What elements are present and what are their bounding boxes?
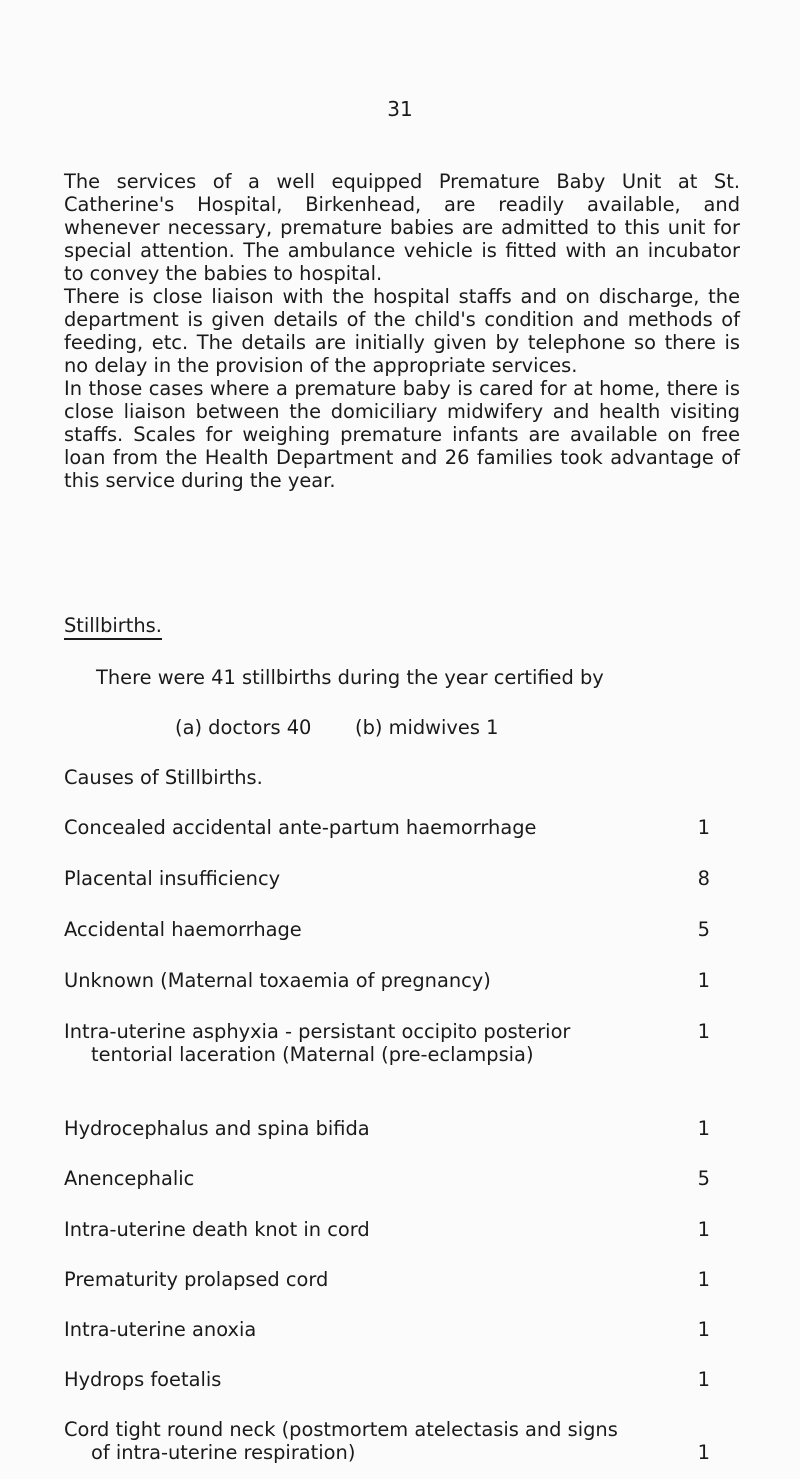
cause-label: Intra-uterine asphyxia - persistant occipito posterior tentorial laceration (Maternal (pre-eclampsia) xyxy=(64,1020,571,1066)
paragraph-text: There is close liaison with the hospital staffs and on discharge, the department is given details of the child's condition and methods of feeding, etc. The details are initially given by telephone so there is no delay in the provision of the appropriate services. xyxy=(64,285,740,377)
cause-count: 1 xyxy=(697,1117,710,1140)
cause-row xyxy=(64,1318,714,1341)
certified-midwives: (b) midwives 1 xyxy=(355,716,499,739)
stillbirths-intro: There were 41 stillbirths during the year certified by xyxy=(96,666,604,689)
cause-label: Hydrocephalus and spina bifida xyxy=(64,1117,370,1140)
cause-label: Hydrops foetalis xyxy=(64,1368,222,1391)
cause-label: Accidental haemorrhage xyxy=(64,918,302,941)
causes-title: Causes of Stillbirths. xyxy=(64,766,263,789)
stillbirths-heading xyxy=(64,614,162,637)
cause-count: 5 xyxy=(697,1167,710,1190)
paragraph-text: The services of a well equipped Premature Baby Unit at St. Catherine's Hospital, Birkenhead, are readily available, and whenever necessary, premature babies are admitted to this unit for special attention. The ambulance vehicle is fitted with an incubator to convey the babies to hospital. xyxy=(64,170,740,285)
cause-label: Concealed accidental ante-partum haemorrhage xyxy=(64,816,537,839)
cause-label: Unknown (Maternal toxaemia of pregnancy) xyxy=(64,969,491,992)
cause-count: 1 xyxy=(697,1318,710,1341)
cause-count: 1 xyxy=(697,1020,710,1043)
cause-count: 1 xyxy=(697,816,710,839)
page-number: 31 xyxy=(387,97,413,121)
cause-row xyxy=(64,1218,714,1241)
cause-row xyxy=(64,969,714,992)
cause-count: 1 xyxy=(697,1218,710,1241)
cause-label: Intra-uterine anoxia xyxy=(64,1318,257,1341)
stillbirths-heading-text: Stillbirths. xyxy=(64,614,162,640)
cause-label: Anencephalic xyxy=(64,1167,195,1190)
cause-label: Intra-uterine death knot in cord xyxy=(64,1218,370,1241)
cause-count: 1 xyxy=(697,969,710,992)
cause-row xyxy=(64,1268,714,1291)
cause-label: Prematurity prolapsed cord xyxy=(64,1268,329,1291)
cause-count: 5 xyxy=(697,918,710,941)
cause-row xyxy=(64,1418,714,1464)
cause-row xyxy=(64,918,714,941)
cause-label: Cord tight round neck (postmortem atelectasis and signs of intra-uterine respiration) xyxy=(64,1418,618,1464)
paragraph-text: In those cases where a premature baby is cared for at home, there is close liaison between the domiciliary midwifery and health visiting staffs. Scales for weighing premature infants are available on free loan from the Health Department and 26 families took advantage of this service during the year. xyxy=(64,377,740,492)
paragraph-premature-unit xyxy=(64,170,740,285)
paragraph-home-care xyxy=(64,377,740,492)
cause-row xyxy=(64,1117,714,1140)
cause-row xyxy=(64,867,714,890)
cause-row xyxy=(64,816,714,839)
cause-count: 1 xyxy=(697,1368,710,1391)
certified-doctors: (a) doctors 40 xyxy=(175,716,312,739)
cause-count: 1 xyxy=(697,1268,710,1291)
cause-row xyxy=(64,1167,714,1190)
cause-count: 1 xyxy=(697,1441,710,1464)
paragraph-hospital-liaison xyxy=(64,285,740,377)
cause-label: Placental insufficiency xyxy=(64,867,281,890)
cause-row xyxy=(64,1020,714,1066)
cause-count: 8 xyxy=(697,867,710,890)
cause-row xyxy=(64,1368,714,1391)
